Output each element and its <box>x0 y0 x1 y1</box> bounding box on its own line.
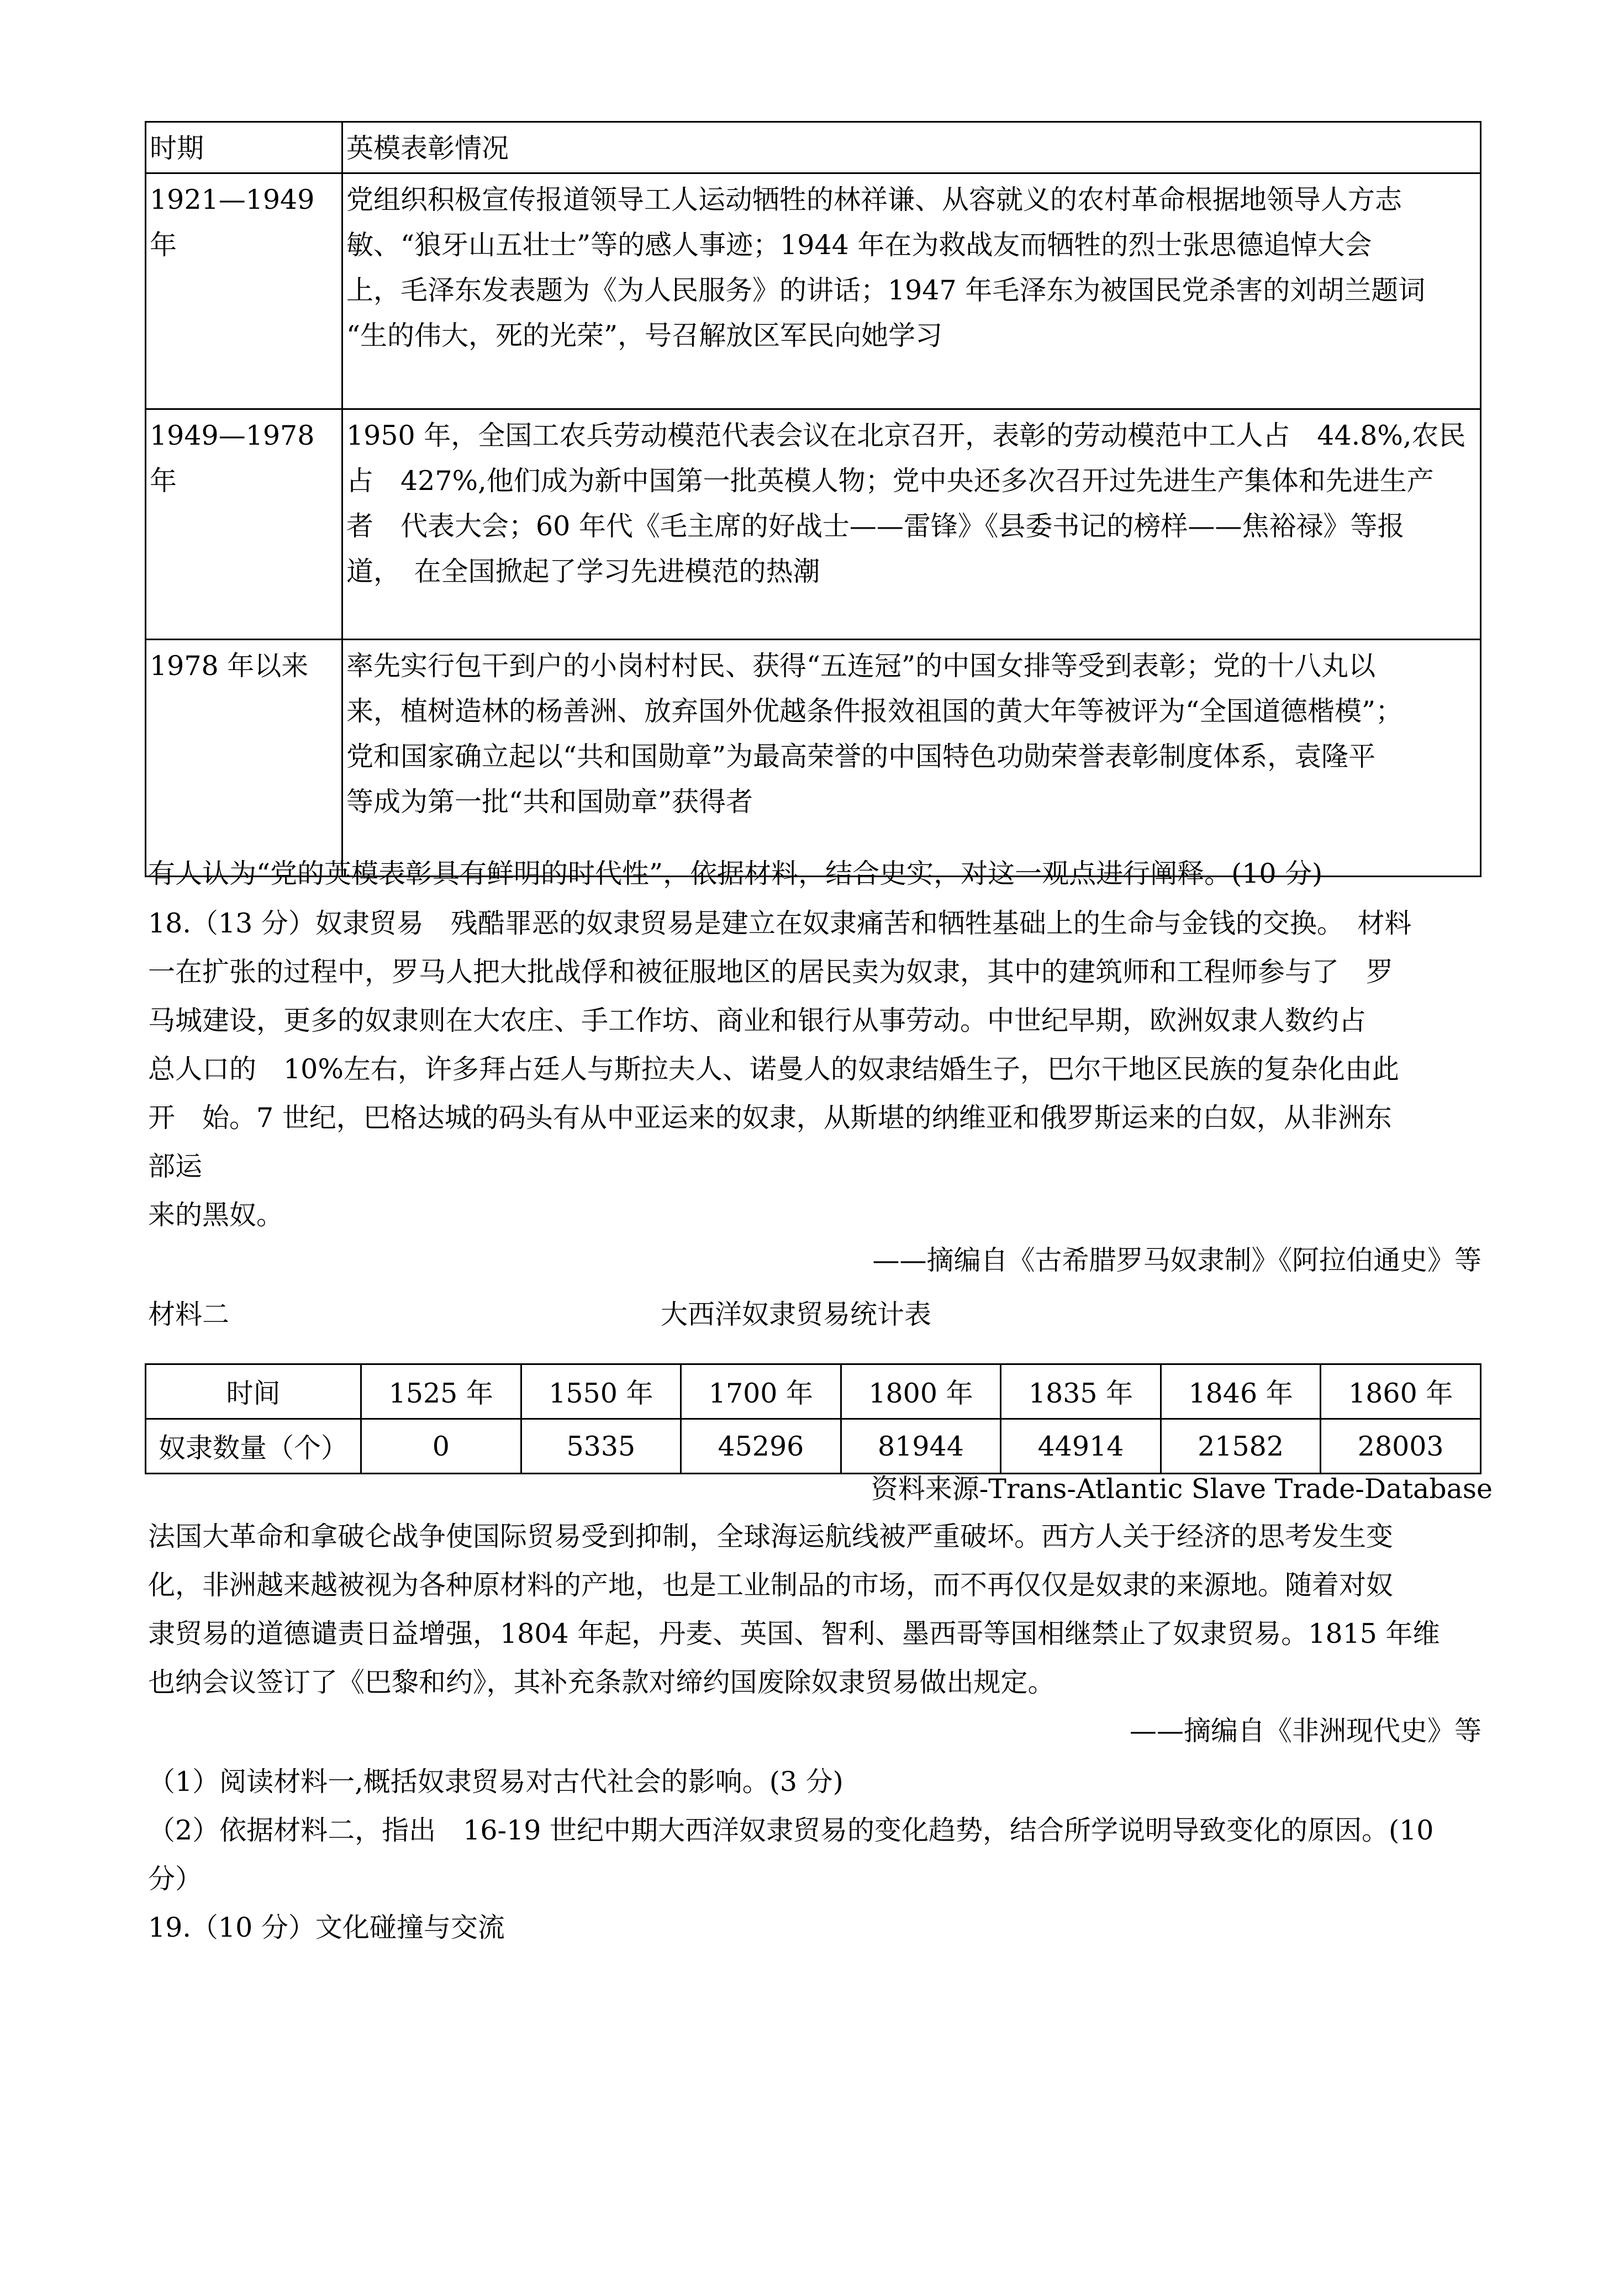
q18-line: 18.（13 分）奴隶贸易 残酷罪恶的奴隶贸易是建立在奴隶痛苦和牺牲基础上的生命与金钱的交换。 材料 <box>148 908 1412 939</box>
count-cell: 81944 <box>841 1419 1001 1474</box>
table-title: 大西洋奴隶贸易统计表 <box>661 1299 932 1330</box>
year-cell: 1550 年 <box>521 1364 681 1419</box>
period-cell: 1921—1949 年 <box>146 173 342 409</box>
count-cell: 21582 <box>1161 1419 1321 1474</box>
q18-line: 总人口的 10%左右，许多拜占廷人与斯拉夫人、诺曼人的奴隶结婚生子，巴尔干地区民族的复杂化由此 <box>148 1053 1399 1085</box>
source-citation: ——摘编自《非洲现代史》等 <box>1129 1715 1481 1747</box>
q18-line: 来的黑奴。 <box>148 1199 284 1231</box>
material-label: 材料二 <box>148 1299 230 1330</box>
header-details: 英模表彰情况 <box>342 122 1481 173</box>
details-cell <box>342 173 1481 409</box>
details-cell <box>342 640 1481 877</box>
row-header: 时间 <box>146 1364 361 1419</box>
count-cell: 44914 <box>1001 1419 1161 1474</box>
question-2: （2）依据材料二，指出 16-19 世纪中期大西洋奴隶贸易的变化趋势，结合所学说明导致变化的原因。(10 <box>148 1815 1434 1846</box>
text-line: 党组织积极宣传报道领导工人运动牺牲的林祥谦、从容就义的农村革命根据地领导人方志 <box>346 184 1402 215</box>
year-cell: 1700 年 <box>681 1364 841 1419</box>
text-line: 者 代表大会；60 年代《毛主席的好战士——雷锋》《县委书记的榜样——焦裕禄》等报 <box>346 510 1405 542</box>
text-line: 占 427%,他们成为新中国第一批英模人物；党中央还多次召开过先进生产集体和先进生产 <box>346 465 1434 497</box>
q18-line: 开 始。7 世纪，巴格达城的码头有从中亚运来的奴隶，从斯堪的纳维亚和俄罗斯运来的白奴，从非洲东 <box>148 1102 1392 1134</box>
period-cell: 1949—1978 年 <box>146 409 342 640</box>
year-cell: 1860 年 <box>1321 1364 1481 1419</box>
year-cell: 1846 年 <box>1161 1364 1321 1419</box>
row-header: 奴隶数量（个） <box>146 1419 361 1474</box>
text-line: 上，毛泽东发表题为《为人民服务》的讲话；1947 年毛泽东为被国民党杀害的刘胡兰题词 <box>346 275 1426 306</box>
period-cell: 1978 年以来 <box>146 640 342 877</box>
table-row <box>146 173 1481 409</box>
q18-line: 马城建设，更多的奴隶则在大农庄、手工作坊、商业和银行从事劳动。中世纪早期，欧洲奴隶人数约占 <box>148 1005 1367 1036</box>
text-line: 敏、“狼牙山五壮士”等的感人事迹；1944 年在为救战友而牺牲的烈士张思德追悼大会 <box>346 229 1372 261</box>
details-cell <box>342 409 1481 640</box>
source-citation: ——摘编自《古希腊罗马奴隶制》《阿拉伯通史》等 <box>872 1245 1481 1276</box>
question-1: （1）阅读材料一,概括奴隶贸易对古代社会的影响。(3 分) <box>148 1766 843 1797</box>
text-line: 率先实行包干到户的小岗村村民、获得“五连冠”的中国女排等受到表彰；党的十八丸以 <box>346 650 1376 682</box>
q18-line: 一在扩张的过程中，罗马人把大批战俘和被征服地区的居民卖为奴隶，其中的建筑师和工程师参与了 罗 <box>148 956 1394 988</box>
text-line: 党和国家确立起以“共和国勋章”为最高荣誉的中国特色功勋荣誉表彰制度体系，袁隆平 <box>346 741 1376 772</box>
count-cell: 5335 <box>521 1419 681 1474</box>
table-row <box>146 1364 1481 1419</box>
year-cell: 1800 年 <box>841 1364 1001 1419</box>
text-line: 等成为第一批“共和国勋章”获得者 <box>346 786 753 818</box>
slave-trade-table <box>145 1363 1481 1474</box>
text-line: 道， 在全国掀起了学习先进模范的热潮 <box>346 556 820 587</box>
paragraph-line: 法国大革命和拿破仑战争使国际贸易受到抑制，全球海运航线被严重破坏。西方人关于经济的思考发生变 <box>148 1521 1394 1552</box>
table-source: 资料来源-Trans-Atlantic Slave Trade-Database <box>871 1473 1493 1505</box>
count-cell: 45296 <box>681 1419 841 1474</box>
table-row <box>146 640 1481 877</box>
text-line: 来，植树造林的杨善洲、放弃国外优越条件报效祖国的黄大年等被评为“全国道德楷模”； <box>346 695 1403 727</box>
paragraph-line: 也纳会议签订了《巴黎和约》，其补充条款对缔约国废除奴隶贸易做出规定。 <box>148 1667 1055 1698</box>
count-cell: 0 <box>361 1419 521 1474</box>
honor-table <box>145 121 1481 877</box>
count-cell: 28003 <box>1321 1419 1481 1474</box>
header-period: 时期 <box>146 122 342 173</box>
text-line: “生的伟大，死的光荣”，号召解放区军民向她学习 <box>346 320 943 351</box>
q18-line: 部运 <box>148 1151 203 1182</box>
q17-prompt: 有人认为“党的英模表彰具有鲜明的时代性”，依据材料，结合史实，对这一观点进行阐释。(10 分) <box>148 858 1323 889</box>
year-cell: 1525 年 <box>361 1364 521 1419</box>
table-row <box>146 1419 1481 1474</box>
question-2-continued: 分） <box>148 1863 203 1895</box>
text-line: 1950 年，全国工农兵劳动模范代表会议在北京召开，表彰的劳动模范中工人占 44.8%,农民 <box>346 420 1466 451</box>
paragraph-line: 化，非洲越来越被视为各种原材料的产地，也是工业制品的市场，而不再仅仅是奴隶的来源地。随着对奴 <box>148 1569 1394 1601</box>
table-row <box>146 409 1481 640</box>
q19-heading: 19.（10 分）文化碰撞与交流 <box>148 1912 505 1943</box>
paragraph-line: 隶贸易的道德谴责日益增强，1804 年起，丹麦、英国、智利、墨西哥等国相继禁止了奴隶贸易。1815 年维 <box>148 1618 1440 1649</box>
table-header-row <box>146 122 1481 173</box>
year-cell: 1835 年 <box>1001 1364 1161 1419</box>
